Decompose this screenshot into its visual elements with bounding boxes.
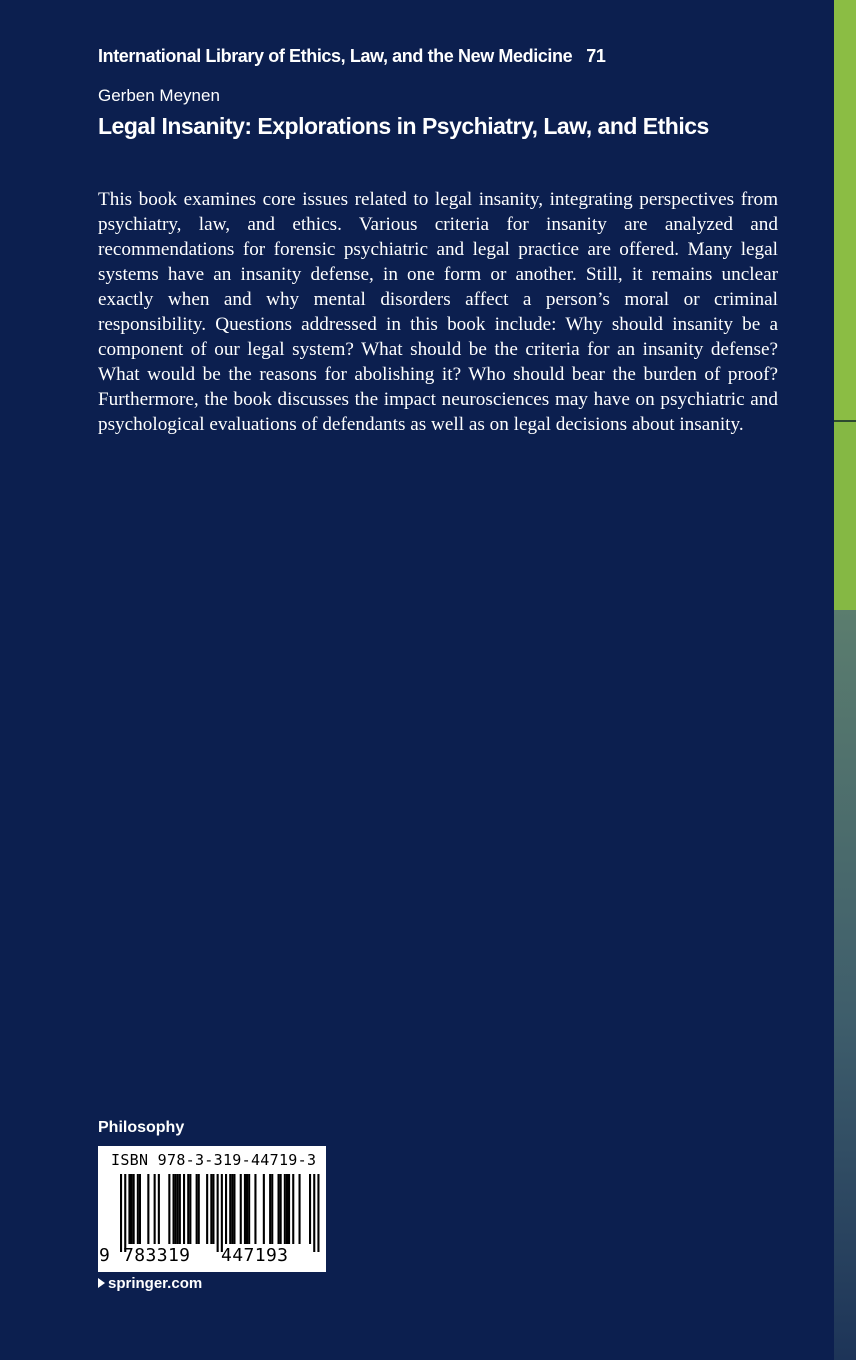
barcode-bar	[217, 1174, 219, 1252]
barcode-bar	[206, 1174, 208, 1244]
barcode-bar	[154, 1174, 156, 1244]
barcode-bar	[313, 1174, 315, 1252]
barcode-bar	[189, 1174, 191, 1244]
series-name: International Library of Ethics, Law, and the New Medicine	[98, 46, 573, 66]
barcode-bar	[212, 1174, 214, 1244]
barcode-bar	[229, 1174, 231, 1244]
subject-category: Philosophy	[98, 1119, 185, 1136]
barcode-bar	[128, 1174, 130, 1244]
barcode-bar	[137, 1174, 139, 1244]
barcode-bar	[233, 1174, 235, 1244]
play-arrow-icon	[98, 1278, 105, 1288]
barcode-bar	[299, 1174, 301, 1244]
barcode-bar	[246, 1174, 248, 1244]
barcode-bar	[120, 1174, 122, 1252]
spine-stripe-bottom	[834, 610, 856, 1360]
barcode-bar	[280, 1174, 282, 1244]
barcode-bar	[244, 1174, 246, 1244]
barcode-bar	[133, 1174, 135, 1244]
ean-right-group: 447193	[221, 1245, 289, 1266]
barcode-bar	[248, 1174, 250, 1244]
barcode-bar	[168, 1174, 170, 1244]
barcode-bar	[210, 1174, 212, 1244]
barcode-bar	[271, 1174, 273, 1244]
barcode-bar	[158, 1174, 160, 1244]
series-volume: 71	[586, 46, 606, 66]
book-title: Legal Insanity: Explorations in Psychiatry, Law, and Ethics	[98, 113, 709, 139]
barcode-bar	[278, 1174, 280, 1244]
barcode-bar	[225, 1174, 227, 1244]
barcode-bar	[131, 1174, 133, 1244]
barcode-bar	[288, 1174, 290, 1244]
barcode-bar	[198, 1174, 200, 1244]
barcode-bar	[309, 1174, 311, 1244]
barcode-bar	[196, 1174, 198, 1244]
isbn-barcode	[98, 1146, 326, 1272]
barcode-bar	[286, 1174, 288, 1244]
barcode-bar	[284, 1174, 286, 1244]
barcode-bar	[175, 1174, 177, 1244]
barcode-bar	[292, 1174, 294, 1244]
spine-stripe-middle	[834, 422, 856, 610]
series-line	[98, 46, 605, 67]
barcode-bar	[254, 1174, 256, 1244]
barcode-bar	[317, 1174, 319, 1252]
book-description: This book examines core issues related to legal insanity, integrating perspectives from psychiatry, law, and ethics. Various criteria for insanity are analyzed and recommendations for forensic psychiatric and legal practice are offered. Many legal systems have an insanity defense, in one form or another. Still, it remains unclear exactly when and why mental disorders affect a person’s moral or criminal responsibility. Questions addressed in this book include: Why should insanity be a component of our legal system? What should be the criteria for an insanity defense? What would be the reasons for abolishing it? Who should bear the burden of proof? Furthermore, the book discusses the impact neurosciences may have on psychiatric and psychological evaluations of defendants as well as on legal decisions about insanity.	[98, 189, 778, 435]
barcode-bar	[187, 1174, 189, 1244]
barcode-bar	[139, 1174, 141, 1244]
isbn-label: ISBN 978-3-319-44719-3	[111, 1151, 317, 1169]
publisher-link[interactable]	[98, 1275, 202, 1292]
barcode-bar	[147, 1174, 149, 1244]
barcode-bar	[177, 1174, 179, 1244]
ean-first-digit: 9	[99, 1245, 110, 1266]
publisher-url: springer.com	[108, 1275, 203, 1292]
barcode-bar	[269, 1174, 271, 1244]
ean-left-group: 783319	[123, 1245, 191, 1266]
barcode-bar	[124, 1174, 126, 1252]
barcode-bar	[183, 1174, 185, 1244]
spine-stripe-top	[834, 0, 856, 420]
barcode-bar	[263, 1174, 265, 1244]
barcode-bar	[240, 1174, 242, 1244]
barcode-bar	[173, 1174, 175, 1244]
barcode-bar	[231, 1174, 233, 1244]
barcode-bar	[221, 1174, 223, 1252]
author-name: Gerben Meynen	[98, 86, 220, 105]
barcode-bar	[179, 1174, 181, 1244]
